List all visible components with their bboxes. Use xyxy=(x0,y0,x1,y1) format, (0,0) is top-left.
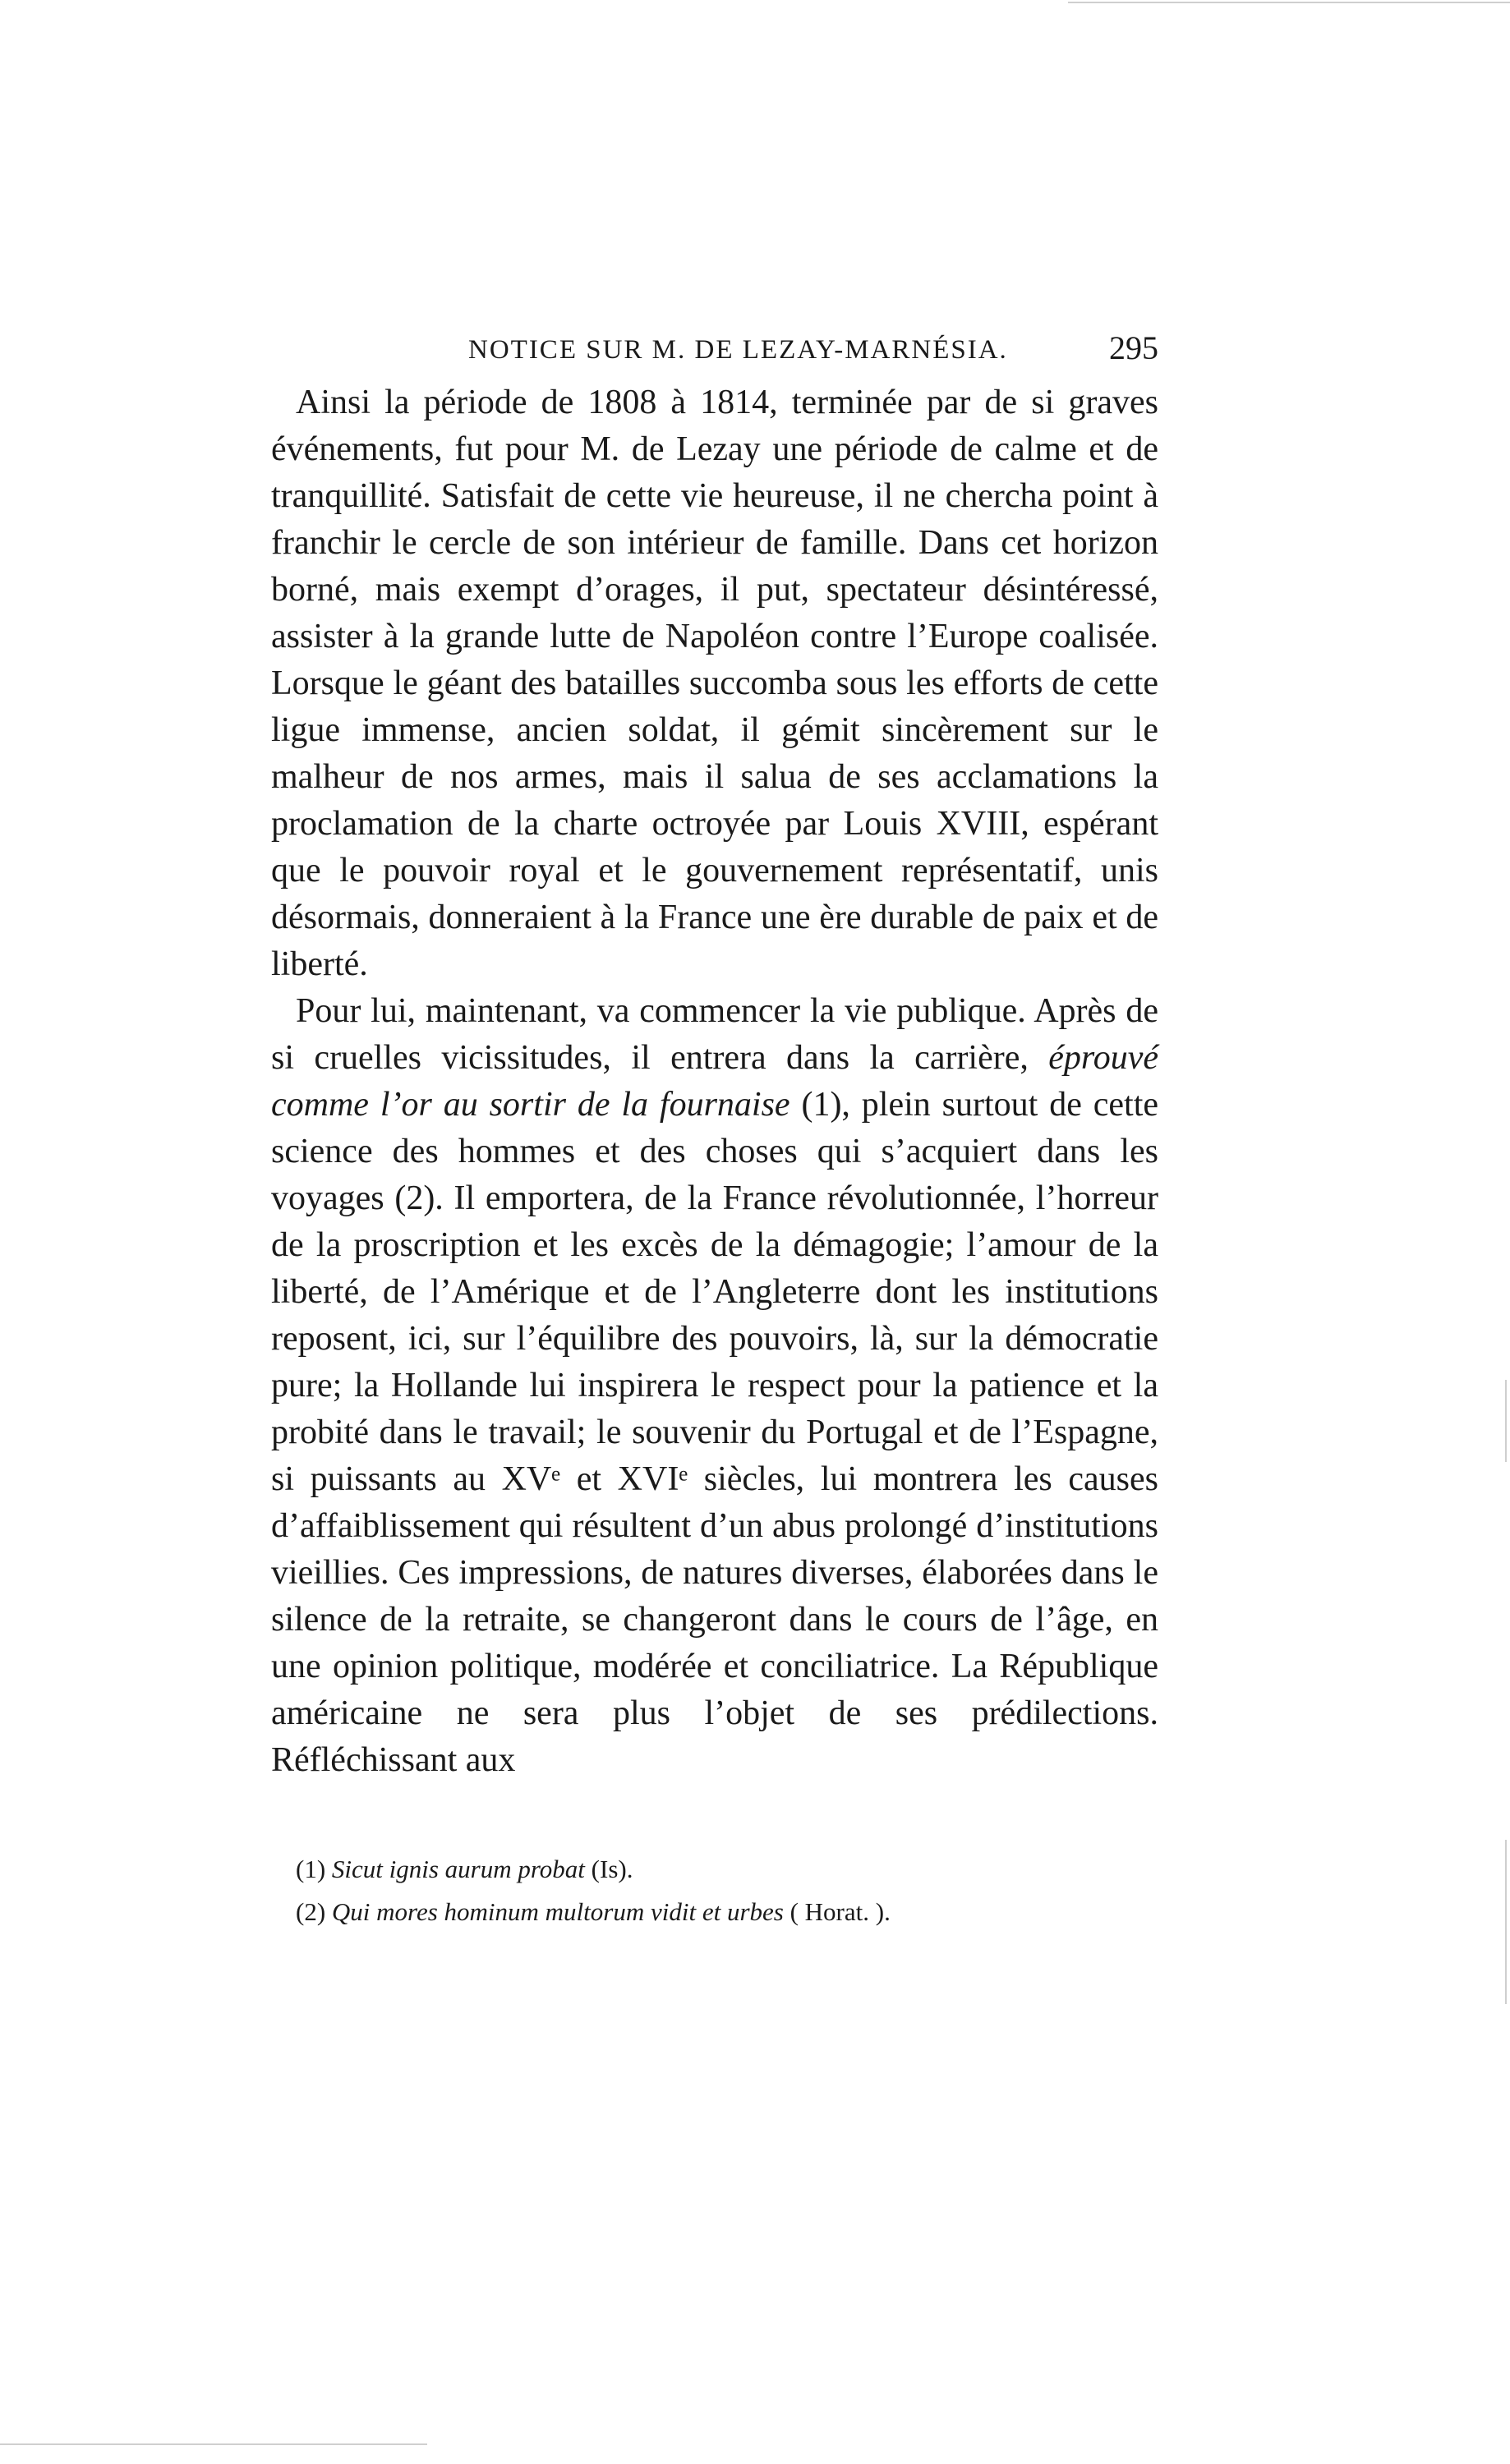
footnote-2-text: Qui mores hominum multorum vidit et urbes xyxy=(331,1897,784,1926)
page-header xyxy=(271,329,1158,378)
footnotes xyxy=(296,1848,1150,1933)
scan-edge-mark-top xyxy=(1068,2,1510,3)
paragraph-2 xyxy=(271,988,1158,1784)
page-number: 295 xyxy=(1109,329,1158,366)
footnote-2-source: ( Horat. ). xyxy=(783,1897,891,1926)
scan-edge-mark-right xyxy=(1505,1380,1507,1462)
running-head: NOTICE SUR M. DE LEZAY-MARNÉSIA. xyxy=(468,335,1008,365)
scan-edge-mark-bottom xyxy=(0,2443,427,2445)
paragraph-2-text-end: (1), plein surtout de cette science des hommes et des choses qui s’acquiert dans les voyages (2). Il emportera, de la France révolutionnée, l’horreur de la proscription et les excès de la démagogie; l’amour de la liberté, de l’Amérique et de l’Angleterre dont les institutions reposent, ici, sur l’équilibre des pouvoirs, là, sur la démocratie pure; la Hollande lui inspirera le respect pour la patience et la probité dans le travail; le souvenir du Portugal et de l’Espagne, si puissants au XVᵉ et XVIᵉ siècles, lui montrera les causes d’affaiblissement qui résultent d’un abus prolongé d’institutions vieillies. Ces impressions, de natures diverses, élaborées dans le silence de la retraite, se changeront dans le cours de l’âge, en une opinion politique, modérée et conciliatrice. La République américaine ne sera plus l’objet de ses prédilections. Réfléchissant aux xyxy=(271,1086,1158,1779)
footnote-1 xyxy=(296,1848,1150,1891)
paragraph-1: Ainsi la période de 1808 à 1814, terminée par de si graves événements, fut pour M. de Lezay une période de calme et de tranquillité. Satisfait de cette vie heureuse, il ne chercha point à franchir le cercle de son intérieur de famille. Dans cet horizon borné, mais exempt d’orages, il put, spectateur désintéressé, assister à la grande lutte de Napoléon contre l’Europe coalisée. Lorsque le géant des batailles succomba sous les efforts de cette ligue immense, ancien soldat, il gémit sincèrement sur le malheur de nos armes, mais il salua de ses acclamations la proclamation de la charte octroyée par Louis XVIII, espérant que le pouvoir royal et le gouvernement représentatif, unis désormais, donneraient à la France une ère durable de paix et de liberté. xyxy=(271,384,1158,983)
footnote-1-text: Sicut ignis aurum probat xyxy=(331,1855,585,1883)
scan-edge-mark-right-lower xyxy=(1505,1840,1507,2004)
body-text xyxy=(271,379,1158,1784)
footnote-2 xyxy=(296,1891,1150,1933)
footnote-1-source: (Is). xyxy=(584,1855,633,1883)
paragraph-2-text-start: Pour lui, maintenant, va commencer la vie publique. Après de si cruelles vicissitudes, il entrera dans la carrière, xyxy=(271,992,1158,1077)
paragraph-2-italic-quote: éprouvé comme l’or au sortir de la fournaise xyxy=(271,1039,1158,1124)
footnote-2-marker: (2) xyxy=(296,1897,326,1926)
footnote-1-marker: (1) xyxy=(296,1855,326,1883)
